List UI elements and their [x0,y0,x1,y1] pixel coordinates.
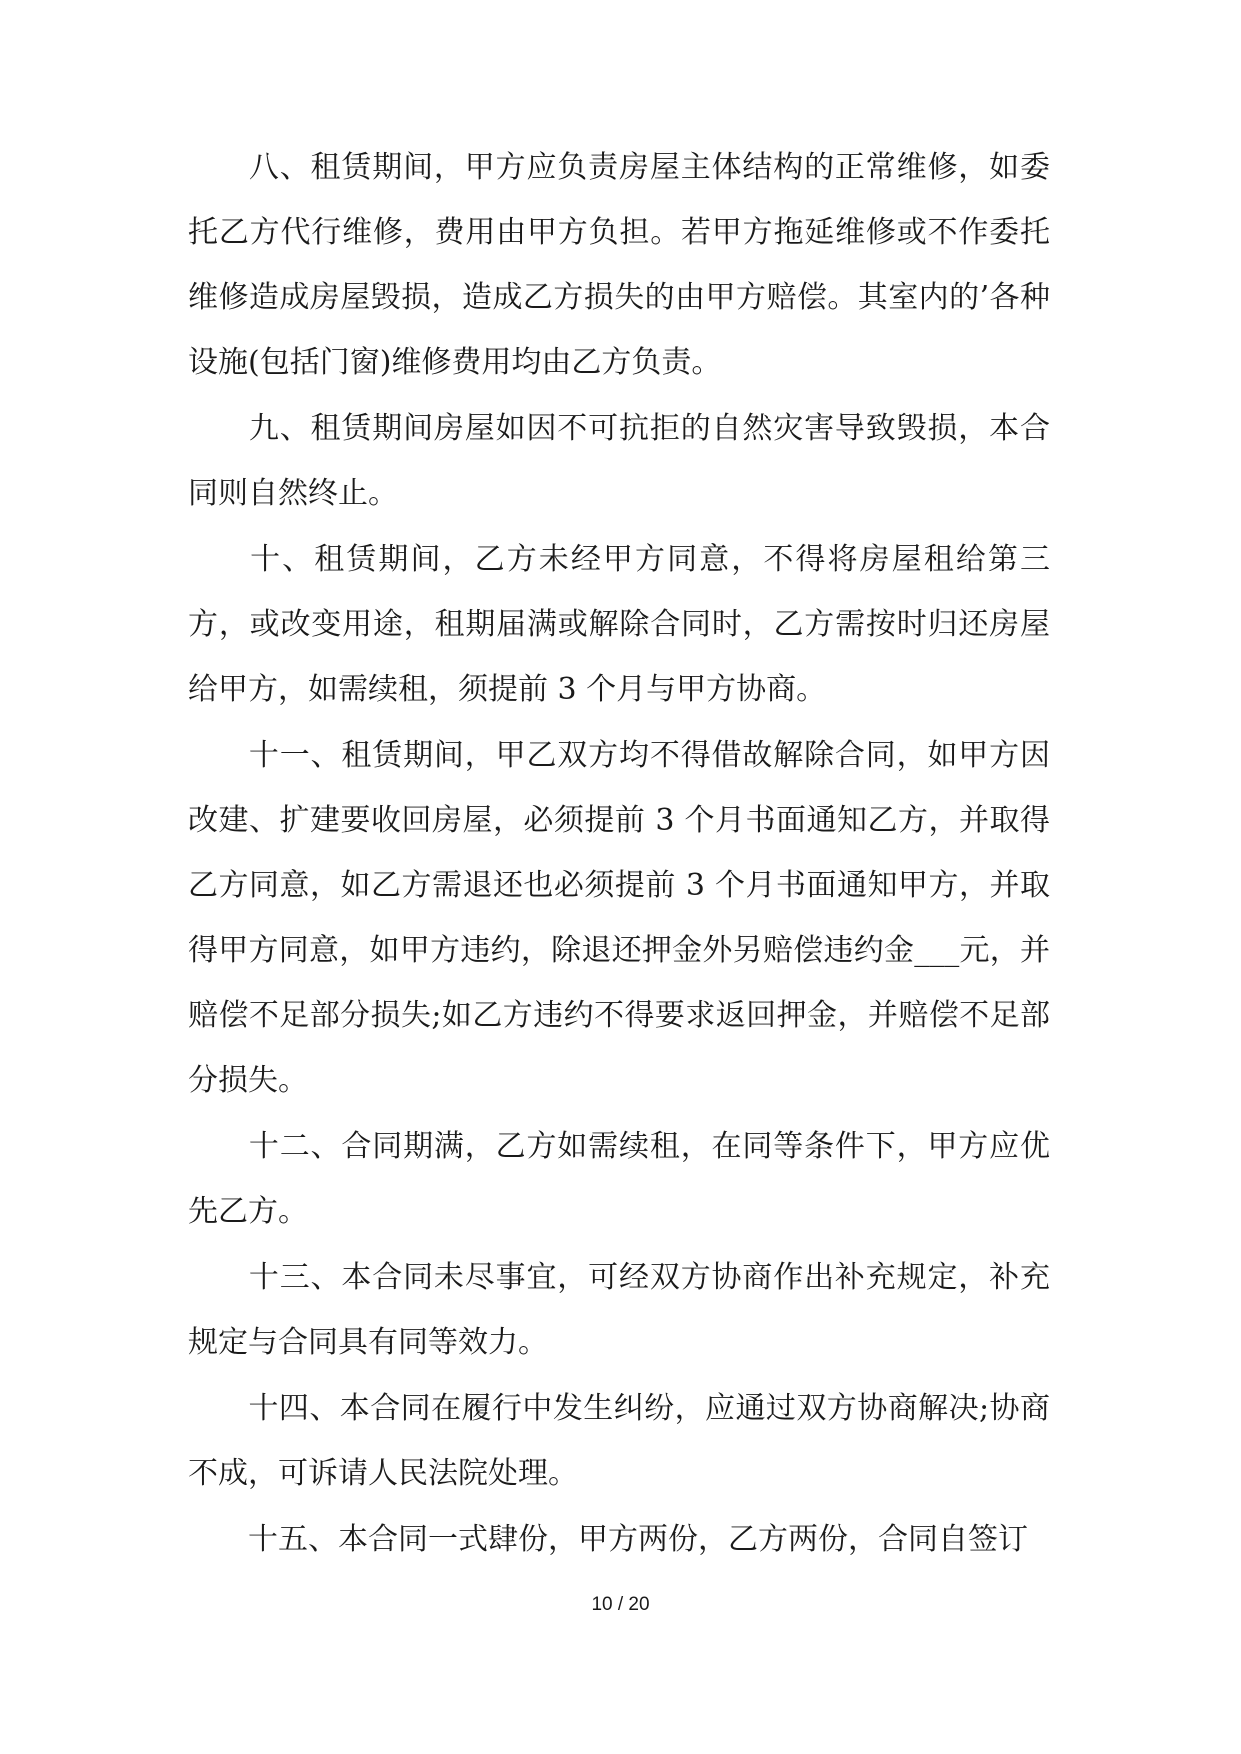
page-number: 10 / 20 [591,1594,650,1615]
clause-10-text: 十、租赁期间，乙方未经甲方同意，不得将房屋租给第三方，或改变用途，租期届满或解除合同时，乙方需按时归还房屋给甲方，如需续租，须提前 3 个月与甲方协商。 [188,542,1050,707]
clause-9-text: 九、租赁期间房屋如因不可抗拒的自然灾害导致毁损，本合同则自然终止。 [188,411,1050,511]
clause-9 [188,396,1050,526]
clause-12-text: 十二、合同期满，乙方如需续租，在同等条件下，甲方应优先乙方。 [188,1129,1050,1229]
document-body [188,135,1050,1573]
clause-13-text: 十三、本合同未尽事宜，可经双方协商作出补充规定，补充规定与合同具有同等效力。 [188,1260,1050,1360]
clause-12 [188,1114,1050,1244]
clause-10 [188,527,1050,722]
clause-15-text: 十五、本合同一式肆份，甲方两份，乙方两份，合同自签订 [248,1522,1028,1557]
clause-8 [188,135,1050,395]
clause-14 [188,1376,1050,1506]
clause-11 [188,723,1050,1113]
clause-11-text: 十一、租赁期间，甲乙双方均不得借故解除合同，如甲方因改建、扩建要收回房屋，必须提前 3 个月书面通知乙方，并取得乙方同意，如乙方需退还也必须提前 3 个月书面通知甲方，并取得甲方同意，如甲方违约，除退还押金外另赔偿违约金___元，并赔偿不足部分损失;如乙方违约不得要求返回押金，并赔偿不足部分损失。 [188,738,1050,1098]
clause-14-text: 十四、本合同在履行中发生纠纷，应通过双方协商解决;协商不成，可诉请人民法院处理。 [188,1391,1050,1491]
clause-8-text: 八、租赁期间，甲方应负责房屋主体结构的正常维修，如委托乙方代行维修，费用由甲方负担。若甲方拖延维修或不作委托维修造成房屋毁损，造成乙方损失的由甲方赔偿。其室内的’各种设施(包括门窗)维修费用均由乙方负责。 [188,150,1050,380]
clause-15 [188,1507,1050,1572]
clause-13 [188,1245,1050,1375]
